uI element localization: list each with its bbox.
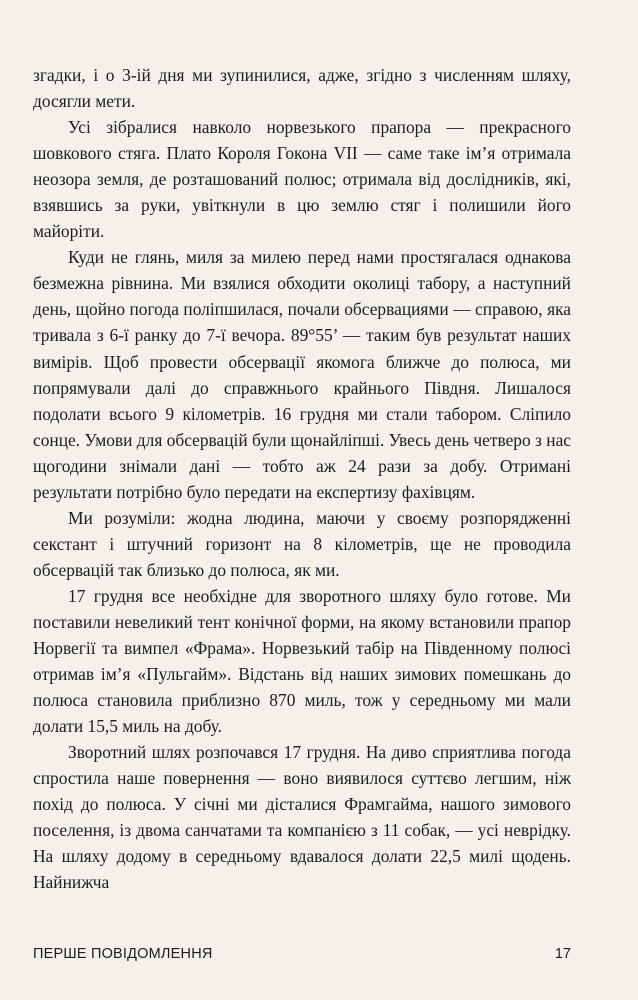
paragraph: Куди не глянь, миля за милею перед нами простягалася однакова безмежна рівнина. Ми взялися обходити околиці табору, а наступний день, щойно погода поліпшилася, почали обсервациями — справою, яка тривала з 6-ї ранку до 7-ї вечора. 89°55’ — таким був результат наших вимірів. Щоб провести обсервації якомога ближче до полюса, ми попрямували далі до справжнього крайнього Півдня. Лишалося подолати всього 9 кілометрів. 16 грудня ми стали табором. Сліпило сонце. Умови для обсервацій були щонайліпші. Увесь день четверо з нас щогодини знімали дані — тобто аж 24 рази за добу. Отримані результати потрібно було передати на експертизу фахівцям. <box>33 247 572 502</box>
paragraph: 17 грудня все необхідне для зворотного шляху було готове. Ми поставили невеликий тент конічної форми, на якому встановили прапор Норвегії та вимпел «Фрама». Норвезький табір на Південному полюсі отримав ім’я «Пульгайм». Відстань від наших зимових помешкань до полюса становила приблизно 870 миль, тож у середньому ми мали долати 15,5 миль на добу. <box>33 585 571 737</box>
paragraph: згадки, і о 3-ій дня ми зупинилися, адже, згідно з численням шляху, досягли мети. <box>33 65 571 112</box>
body-text <box>33 62 571 896</box>
running-footer-title: ПЕРШЕ ПОВІДОМЛЕННЯ <box>33 946 213 962</box>
paragraph: Ми розуміли: жодна людина, маючи у своєму розпорядженні секстант і штучний горизонт на 8 кілометрів, ще не проводила обсервацій так близько до полюса, як ми. <box>33 507 571 580</box>
page-number: 17 <box>554 946 571 962</box>
paragraph: Усі зібралися навколо норвезького прапора — прекрасного шовкового стяга. Плато Короля Гокона VII — саме таке ім’я отримала неозора земля, де розташований полюс; отримала від дослідників, які, взявшись за руки, увіткнули в цю землю стяг і полишили його майоріти. <box>33 117 571 242</box>
paragraph: Зворотний шлях розпочався 17 грудня. На диво сприятлива погода спростила наше повернення — воно виявилося суттєво легшим, ніж похід до полюса. У січні ми дісталися Фрамгайма, нашого зимового поселення, із двома санчатами та компанією з 11 собак, — усі неврідку. На шляху додому в середньому вдавалося долати 22,5 милі щодень. Найнижча <box>33 742 571 893</box>
